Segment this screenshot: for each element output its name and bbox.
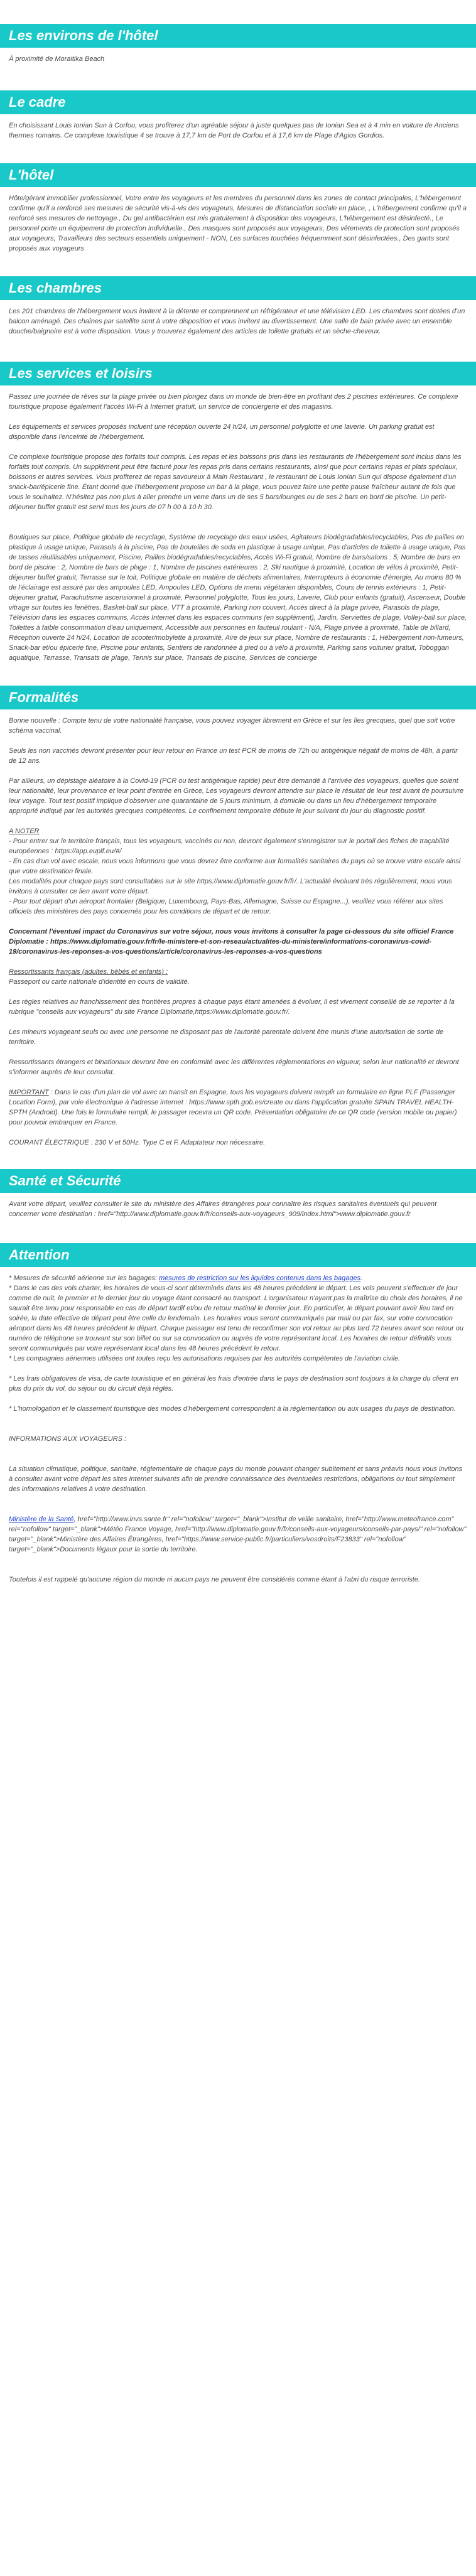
section-title-hotel: L'hôtel	[0, 163, 476, 187]
formalites-paragraph-2: Seuls les non vaccinés devront présenter pour leur retour en France un test PCR de moins de 72h ou antigénique négatif de moins de 48h, à partir de 12 ans.	[9, 747, 458, 765]
section-chambres	[0, 276, 476, 337]
attention-p1-prefix: * Mesures de sécurité aérienne sur les bagages:	[9, 1275, 160, 1282]
section-title-cadre: Le cadre	[0, 90, 476, 114]
info-voyageurs-title: INFORMATIONS AUX VOYAGEURS :	[9, 1435, 127, 1443]
section-cadre	[0, 90, 476, 141]
attention-p1-suffix: .	[360, 1275, 363, 1282]
environs-text: À proximité de Moraitika Beach	[9, 55, 105, 63]
section-formalites	[0, 686, 476, 1148]
attention-paragraph-3: * Les compagnies aériennes utilisées ont toutes reçu les autorisations requises par les autorités compétentes de l'aviation civile.	[9, 1355, 401, 1362]
section-title-chambres: Les chambres	[0, 276, 476, 300]
courant-text: COURANT ÉLECTRIQUE : 230 V et 50Hz. Type C et F. Adaptateur non nécessaire.	[9, 1139, 266, 1146]
attention-paragraph-5: * L'homologation et le classement touristique des modes d'hébergement correspondent à la réglementation ou aux usages du pays de destination.	[9, 1405, 456, 1413]
section-title-formalites: Formalités	[0, 686, 476, 709]
sante-text: Avant votre départ, veuillez consulter le site du ministère des Affaires étrangères pour connaître les risques sanitaires éventuels qui peuvent concerner votre destination : href="http://www.diplomatie.gouv.fr/fr/conseils-aux-voyageurs_909/index.html">www.diplomatie.gouv.fr	[9, 1200, 437, 1218]
important-paragraph	[9, 1087, 467, 1128]
important-label: IMPORTANT	[9, 1089, 49, 1096]
ressortissants-text: Passeport ou carte nationale d'identité en cours de validité.	[9, 978, 190, 986]
attention-paragraph-4: * Les frais obligatoires de visa, de carte touristique et en général les frais d'entrée dans le pays de destination sont toujours à la charge du client en plus du prix du vol, du séjour ou du circuit déjà réglés.	[9, 1375, 458, 1393]
attention-paragraph-2: * Dans le cas des vols charter, les horaires de vous-ci sont déterminés dans les 48 heures précédent le départ. Les vols peuvent s'effectuer de jour comme de nuit, le premier et le dernier jour du voyage étant consacré au transport. L'organisateur n'ayant pas la maîtrise du choix des horaires, il ne saurait être tenu pour responsable en cas de départ tardif et/ou de retour matinal le dernier jour. En particulier, le départ pouvant avoir lieu tard en soirée, la date effective de départ peut être celle du lendemain. Les horaires vous seront communiqués par mail ou par fax, sur votre convocation aéroport dans les 48 heures précédent le départ. Chaque passager est tenu de reconfirmer son vol retour au plus tard 72 heures avant son retour ou numéro de téléphone se trouvant sur son billet ou sur sa convocation ou auprès de votre représentant local. Les horaires de retour définitifs vous seront communiqués par votre représentant local dans les 48 heures précédent le retour.	[9, 1285, 464, 1352]
regles-text: Les règles relatives au franchissement des frontières propres à chaque pays étant amenées à évoluer, il est vivement conseillé de se reporter à la rubrique "conseils aux voyageurs" du site France Diplomatie,https://www.diplomatie.gouv.fr/.	[9, 998, 455, 1016]
section-title-sante: Santé et Sécurité	[0, 1169, 476, 1193]
section-attention	[0, 1243, 476, 1585]
important-text: : Dans le cas d'un plan de vol avec un transit en Espagne, tous les voyageurs doivent remplir un formulaire en ligne PLF (Passenger Location Form), par voie électronique à l'adresse internet : https://www.spth.gob.es/create ou dans l'application gratuite SPAIN TRAVEL HEALTH-SPTH (Android). Une fois le formulaire rempli, le passager recevra un QR code. Présentation obligatoire de ce QR code (version mobile ou papier) pour pouvoir embarquer en France.	[9, 1089, 457, 1126]
page	[0, 24, 476, 1585]
nota-line: - Pour tout départ d'un aéroport frontalier (Belgique, Luxembourg, Pays-Bas, Allemagne, Suisse ou Espagne...), veuillez vous référer aux sites officiels des ministères des pays concernés pour les conditions de départ et de retour.	[9, 898, 443, 915]
section-environs	[0, 24, 476, 64]
mineurs-text: Les mineurs voyageant seuls ou avec une personne ne disposant pas de l'autorité parentale doivent être munis d'une autorisation de sortie de territoire.	[9, 1028, 444, 1046]
formalites-paragraph-1: Bonne nouvelle : Compte tenu de votre nationalité française, vous pouvez voyager librement en Grèce et sur les îles grecques, quel que soit votre schéma vaccinal.	[9, 717, 455, 735]
services-paragraph-2: Les équipements et services proposés incluent une réception ouverte 24 h/24, un personnel polyglotte et une laverie. Un parking gratuit est disponible dans l'enceinte de l'hébergement.	[9, 423, 435, 441]
section-title-attention: Attention	[0, 1243, 476, 1267]
nota-line: Les modalités pour chaque pays sont consultables sur le site https://www.diplomatie.gouv.fr/fr/. L'actualité évoluant très régulièrement, nous vous invitons à consulter ce lien avant votre départ.	[9, 878, 452, 895]
attention-paragraph-7: Toutefois il est rappelé qu'aucune région du monde ni aucun pays ne peuvent être considérés comme étant à l'abri du risque terroriste.	[9, 1576, 421, 1583]
cadre-text: En choisissant Louis Ionian Sun à Corfou, vous profiterez d'un agréable séjour à juste quelques pas de Ionian Sea et à 4 min en voiture de Anciens thermes romains. Ce complexe touristique 4 se trouve à 17,7 km de Port de Corfou et à 17,6 km de Plage d'Agios Gordios.	[9, 122, 459, 139]
section-services	[0, 362, 476, 663]
nota-title: A NOTER	[9, 827, 40, 835]
attention-paragraph-1	[9, 1273, 467, 1283]
etrangers-text: Ressortissants étrangers et binationaux devront être en conformité avec les différentes réglementations en vigueur, selon leur nationalité et devront s'informer auprès de leur consulat.	[9, 1059, 459, 1076]
services-paragraph-1: Passez une journée de rêves sur la plage privée ou bien plongez dans un monde de bien-être en profitant des 2 piscines extérieures. Ce complexe touristique propose également l'accès Wi-Fi à Internet gratuit, un service de conciergerie et des magasins.	[9, 393, 458, 411]
section-title-services: Les services et loisirs	[0, 362, 476, 385]
formalites-paragraph-3: Par ailleurs, un dépistage aléatoire à la Covid-19 (PCR ou test antigénique rapide) peut être demandé à l'arrivée des voyageurs, quelles que soient leur nationalité, leur provenance et leur point d'entrée en Grèce, Les voyageurs devront attendre sur place le résultat de leur test avant de poursuivre leur voyage. Tout test positif implique d'observer une quarantaine de 5 jours minimum, à domicile ou dans un lieu d'hébergement temporaire approprié indiqué par les autorités grecques compétentes. Le confinement temporaire débute le jour suivant du jour du diagnostic positif.	[9, 777, 464, 815]
liquids-restriction-link[interactable]: mesures de restriction sur les liquides contenus dans les bagages	[159, 1275, 361, 1282]
ministere-sante-link[interactable]: Ministère de la Santé	[9, 1516, 74, 1523]
nota-line: - Pour entrer sur le territoire français, tous les voyageurs, vaccinés ou non, devront également s'enregistrer sur le portail des fiches de traçabilité européennes : https://app.euplf.eu/#/	[9, 838, 450, 855]
hotel-text: Hôte/gérant immobilier professionnel, Votre entre les voyageurs et les membres du personnel dans les zones de contact principales, L'hébergement confirme qu'il a renforcé ses mesures de sécurité vis-à-vis des voyageurs, Mesures de distanciation sociale en place, , L'hébergement confirme qu'il a renforcé ses mesures de nettoyage., Du gel antibactérien est mis gratuitement à disposition des voyageurs, L'hébergement est désinfecté., Le personnel porte un équipement de protection individuelle., Des masques sont proposés aux voyageurs, Des vêtements de protection sont proposés aux voyageurs, Travailleurs des secteurs essentiels uniquement - NON, Les surfaces touchées fréquemment sont désinfectées., Des gants sont proposés aux voyageurs	[9, 195, 467, 252]
chambres-text: Les 201 chambres de l'hébergement vous invitent à la détente et comprennent un réfrigérateur et une télévision LED. Les chambres sont dotées d'un balcon aménagé. Des chaînes par satellite sont à votre disposition et vous invitent au divertissement. Une salle de bain privée avec un ensemble douche/baignoire est à votre disposition. Vous y trouverez également des articles de toilette gratuits et un sèche-cheveux.	[9, 308, 465, 335]
useful-links-paragraph	[9, 1514, 467, 1555]
services-paragraph-4: Boutiques sur place, Politique globale de recyclage, Système de recyclage des eaux usées, Agitateurs biodégradables/recyclables, Pas de pailles en plastique à usage unique, Parasols à la piscine, Pas de bouteilles de soda en plastique à usage unique, Pas d'articles de toilette à usage unique, Pas de tasses réutilisables uniquement, Piscine, Pailles biodégradables/recyclables, Accès Wi-Fi gratuit, Nombre de bars/salons : 5, Nombre de bars en bord de piscine : 2, Nombre de bars de plage : 1, Nombre de piscines extérieures : 2, Ski nautique à proximité, Location de vélos à proximité, Petit-déjeuner buffet gratuit, Terrasse sur le toit, Politique globale en matière de déchets alimentaires, Interrupteurs à économie d'énergie, Au moins 80 % de l'éclairage est assuré par des ampoules LED, Ampoules LED, Options de menu végétarien disponibles, Cours de tennis extérieurs : 1, Petit-déjeuner gratuit, Parachutisme ascensionnel à proximité, Personnel polyglotte, Tous les jours, Laverie, Club pour enfants (gratuit), Ascenseur, Double vitrage sur toutes les fenêtres, Basket-ball sur place, VTT à proximité, Parking non couvert, Accès direct à la plage privée, Parasols de plage, Télévision dans les espaces communs, Accès Internet dans les espaces communs (en supplément), Jardin, Serviettes de plage, Volley-ball sur place, Toilettes à faible consommation d'eau uniquement, Accessible aux personnes en fauteuil roulant - N/A, Plage privée à proximité, Table de billard, Réception ouverte 24 h/24, Location de scooter/mobylette à proximité, Aire de jeux sur place, Nombre de restaurants : 1, Hébergement non-fumeurs, Snack-bar et/ou épicerie fine, Piscine pour enfants, Sentiers de randonnée à pied ou à vélo à proximité, Parking sans voiturier gratuit, Toboggan aquatique, Terrasse, Transats de plage, Tennis sur place, Transats de piscine, Services de concierge	[9, 534, 467, 662]
useful-links-text: , href="http://www.invs.sante.fr" rel="nofollow" target="_blank">Institut de veille sanitaire, href="http://www.meteofrance.com" rel="nofollow" target="_blank">Météo France Voyage, href="http://www.diplomatie.gouv.fr/fr/conseils-aux-voyageurs/conseils-par-pays/" rel="nofollow" target="_blank">Ministère des Affaires Étrangères, href="https://www.service-public.fr/particuliers/vosdroits/F23833" rel="nofollow" target="_blank">Documents légaux pour la sortie du territoire.	[9, 1516, 467, 1553]
coronavirus-notice: Concernant l'éventuel impact du Coronavirus sur votre séjour, nous vous invitons à consulter la page ci-dessous du site officiel France Diplomatie : https://www.diplomatie.gouv.fr/fr/le-ministere-et-son-reseau/actualites-du-ministere/informations-coronavirus-covid-19/coronavirus-les-reponses-a-vos-questions/article/coronavirus-les-reponses-a-vos-questions	[9, 928, 454, 956]
section-title-environs: Les environs de l'hôtel	[0, 24, 476, 48]
nota-line: - En cas d'un vol avec escale, nous vous informons que vous devrez être conforme aux formalités sanitaires du pays où se trouve votre escale ainsi que votre destination finale.	[9, 858, 461, 875]
attention-paragraph-6: La situation climatique, politique, sanitaire, réglementaire de chaque pays du monde pouvant changer subitement et sans préavis nous vous invitons à consulter avant votre départ les sites Internet suivants afin de prendre connaissance des éventuelles restrictions, obligations ou tout simplement des informations relatives à votre destination.	[9, 1465, 463, 1493]
section-sante	[0, 1169, 476, 1219]
services-paragraph-3: Ce complexe touristique propose des forfaits tout compris. Les repas et les boissons pris dans les restaurants de l'hébergement sont inclus dans les forfaits tout compris. Un supplément peut être facturé pour les repas pris dans certains restaurants, ainsi que pour certains repas et plats spéciaux, boissons et autres services. Vous profiterez de repas savoureux à Main Restaurant , le restaurant de Louis Ionian Sun qui dispose également d'un snack-bar/épicerie fine. Étant donné que l'hébergement propose un bar à la plage, vous pouvez faire une petite pause fraîcheur autant de fois que vous le souhaitez. N'hésitez pas non plus à aller prendre un verre dans un de ses 5 bars/lounges ou de ses 2 bars en bord de piscine. Un petit-déjeuner buffet gratuit est servi tous les jours de 07 h 00 à 10 h 30.	[9, 453, 462, 511]
ressortissants-title: Ressortissants français (adultes, bébés et enfants) :	[9, 968, 168, 976]
section-hotel	[0, 163, 476, 254]
